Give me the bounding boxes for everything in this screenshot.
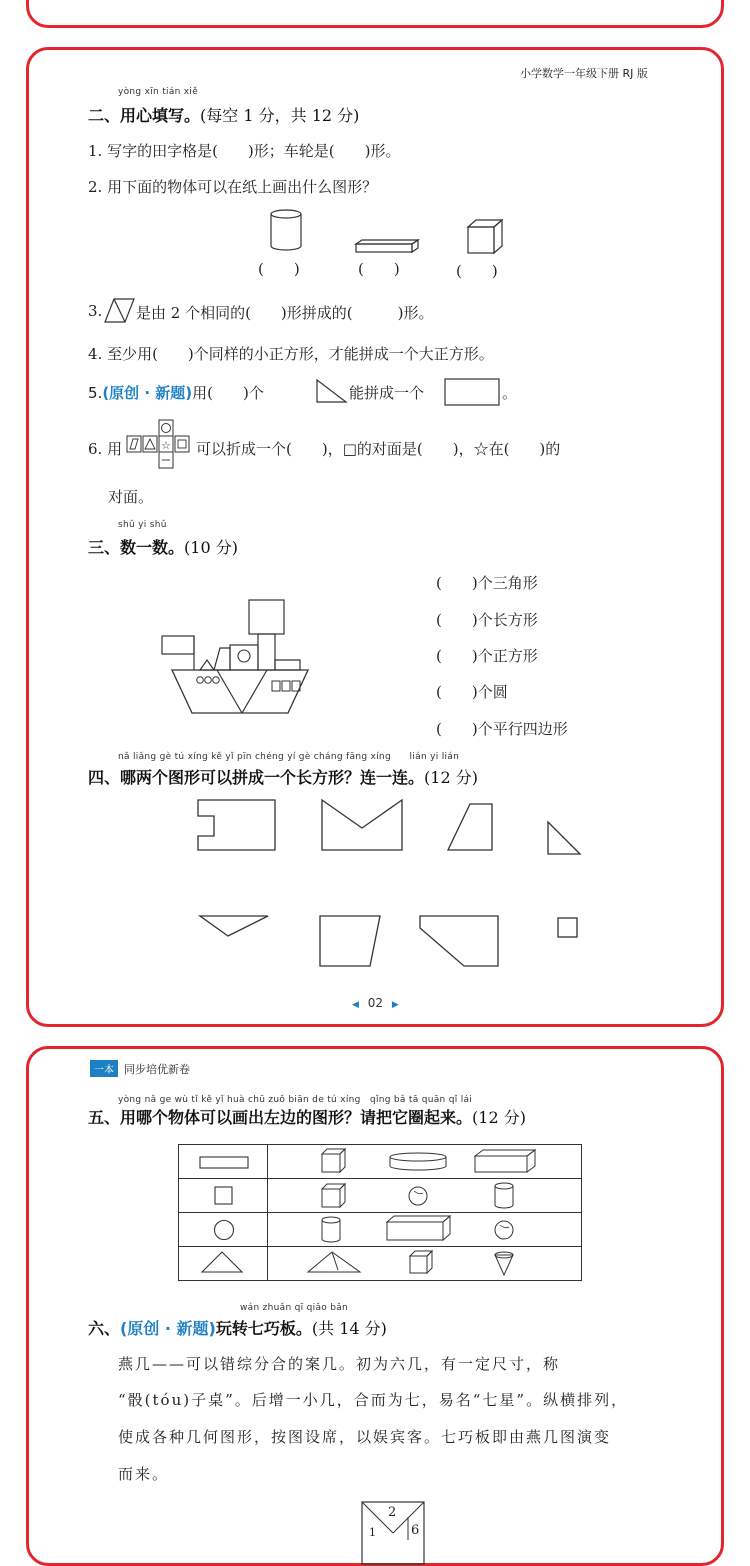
rectangle-icon <box>444 378 502 408</box>
question-3-text: 是由 2 个相同的( )形拼成的( )形。 <box>136 304 434 322</box>
previous-page-card <box>26 0 724 28</box>
paragraph-line-4: 而来。 <box>118 1465 170 1483</box>
svg-text:☆: ☆ <box>161 439 171 452</box>
paragraph-line-2: “骰(tóu)子桌”。后增一小几，合而为七，易名“七星”。纵横排列， <box>118 1391 629 1409</box>
tangram-label-6: 6 <box>411 1523 420 1538</box>
right-triangle-icon <box>316 378 348 404</box>
paragraph-line-3: 使成各种几何图形，按图设席，以娱宾客。七巧板即由燕几图演变 <box>118 1428 612 1446</box>
series-title: 同步培优新卷 <box>124 1063 190 1076</box>
question-6-prefix: 6. 用 <box>88 440 123 458</box>
original-tag: (原创 · 新题) <box>102 384 193 402</box>
count-triangles[interactable]: ( )个三角形 <box>436 574 538 592</box>
section6-title: 六、(原创 · 新题)玩转七巧板。(共 14 分) <box>88 1319 387 1338</box>
matching-shapes <box>192 796 592 976</box>
count-squares[interactable]: ( )个正方形 <box>436 647 538 665</box>
section5-title: 五、用哪个物体可以画出左边的图形？请把它圈起来。(12 分) <box>88 1108 526 1127</box>
count-rectangles[interactable]: ( )个长方形 <box>436 611 538 629</box>
shape-right-trapezoid <box>320 916 380 966</box>
pager <box>352 996 399 1010</box>
brand-logo: 一本 <box>90 1060 118 1077</box>
tangram-label-1: 1 <box>369 1526 376 1539</box>
cylinder-icon <box>268 208 308 256</box>
shape-small-square <box>558 918 577 937</box>
question-5-text: 能拼成一个 <box>349 384 425 402</box>
section3-pinyin: shǔ yi shǔ <box>118 520 167 530</box>
disc-option <box>390 1153 446 1170</box>
section4-pinyin: nǎ liǎng gè tú xíng kě yǐ pīn chéng yí gè cháng fāng xíng lián yi lián <box>118 752 460 762</box>
section4-title: 四、哪两个图形可以拼成一个长方形？连一连。(12 分) <box>88 768 478 787</box>
book-title: 小学数学一年级下册 RJ 版 <box>520 67 648 80</box>
prev-page-icon[interactable]: ◀ <box>352 1000 359 1010</box>
next-page-icon[interactable]: ▶ <box>391 1000 399 1010</box>
cube-icon <box>466 218 506 258</box>
shape-flat-triangle <box>200 916 268 936</box>
answer-paren-3[interactable]: ( ) <box>456 262 498 280</box>
question-1: 1. 写字的田字格是( )形；车轮是( )形。 <box>88 142 401 160</box>
question-2: 2. 用下面的物体可以在纸上画出什么图形？ <box>88 178 378 196</box>
section6-pinyin: wán zhuǎn qī qiǎo bǎn <box>240 1303 349 1313</box>
count-circles[interactable]: ( )个圆 <box>436 683 508 701</box>
question-6-tail: 对面。 <box>108 488 154 506</box>
question-4: 4. 至少用( )个同样的小正方形，才能拼成一个大正方形。 <box>88 345 494 363</box>
tangram-label-2: 2 <box>388 1505 397 1520</box>
box-option <box>475 1150 535 1172</box>
shape-cut-corner <box>420 916 498 966</box>
answer-paren-2[interactable]: ( ) <box>358 260 400 278</box>
answer-paren-1[interactable]: ( ) <box>258 260 300 278</box>
shape-notched-rect <box>198 800 275 850</box>
original-tag: (原创 · 新题) <box>120 1319 216 1338</box>
bottom-header <box>90 1060 190 1077</box>
section2-title: 二、用心填写。(每空 1 分，共 12 分) <box>88 106 360 125</box>
section3-title: 三、数一数。(10 分) <box>88 538 238 557</box>
shape-small-triangle <box>548 822 580 854</box>
question-6-text: 可以折成一个( )，□的对面是( )，☆在( )的 <box>196 440 561 458</box>
boat-figure <box>160 598 310 716</box>
shape-trapezoid <box>448 804 492 850</box>
shape-v-notch <box>322 800 402 850</box>
count-parallelograms[interactable]: ( )个平行四边形 <box>436 720 568 738</box>
cube-net-icon <box>124 418 196 474</box>
paragraph-line-1: 燕几——可以错综分合的案几。初为六几，有一定尺寸，称 <box>118 1355 561 1373</box>
section5-pinyin: yòng nǎ ge wù tǐ kě yǐ huà chū zuǒ biān de tú xíng qǐng bǎ tā quān qǐ lái <box>118 1095 473 1105</box>
table-figures <box>178 1144 582 1286</box>
page-number: 02 <box>367 996 384 1010</box>
section2-pinyin: yòng xīn tián xiě <box>118 87 199 97</box>
parallelogram-icon <box>104 298 136 324</box>
question-5: 5.(原创 · 新题)用( )个 <box>88 384 264 402</box>
cube-option <box>322 1149 345 1172</box>
question-3-number: 3. <box>88 302 103 320</box>
flat-box-icon <box>354 238 424 258</box>
tangram-figure <box>360 1500 426 1540</box>
